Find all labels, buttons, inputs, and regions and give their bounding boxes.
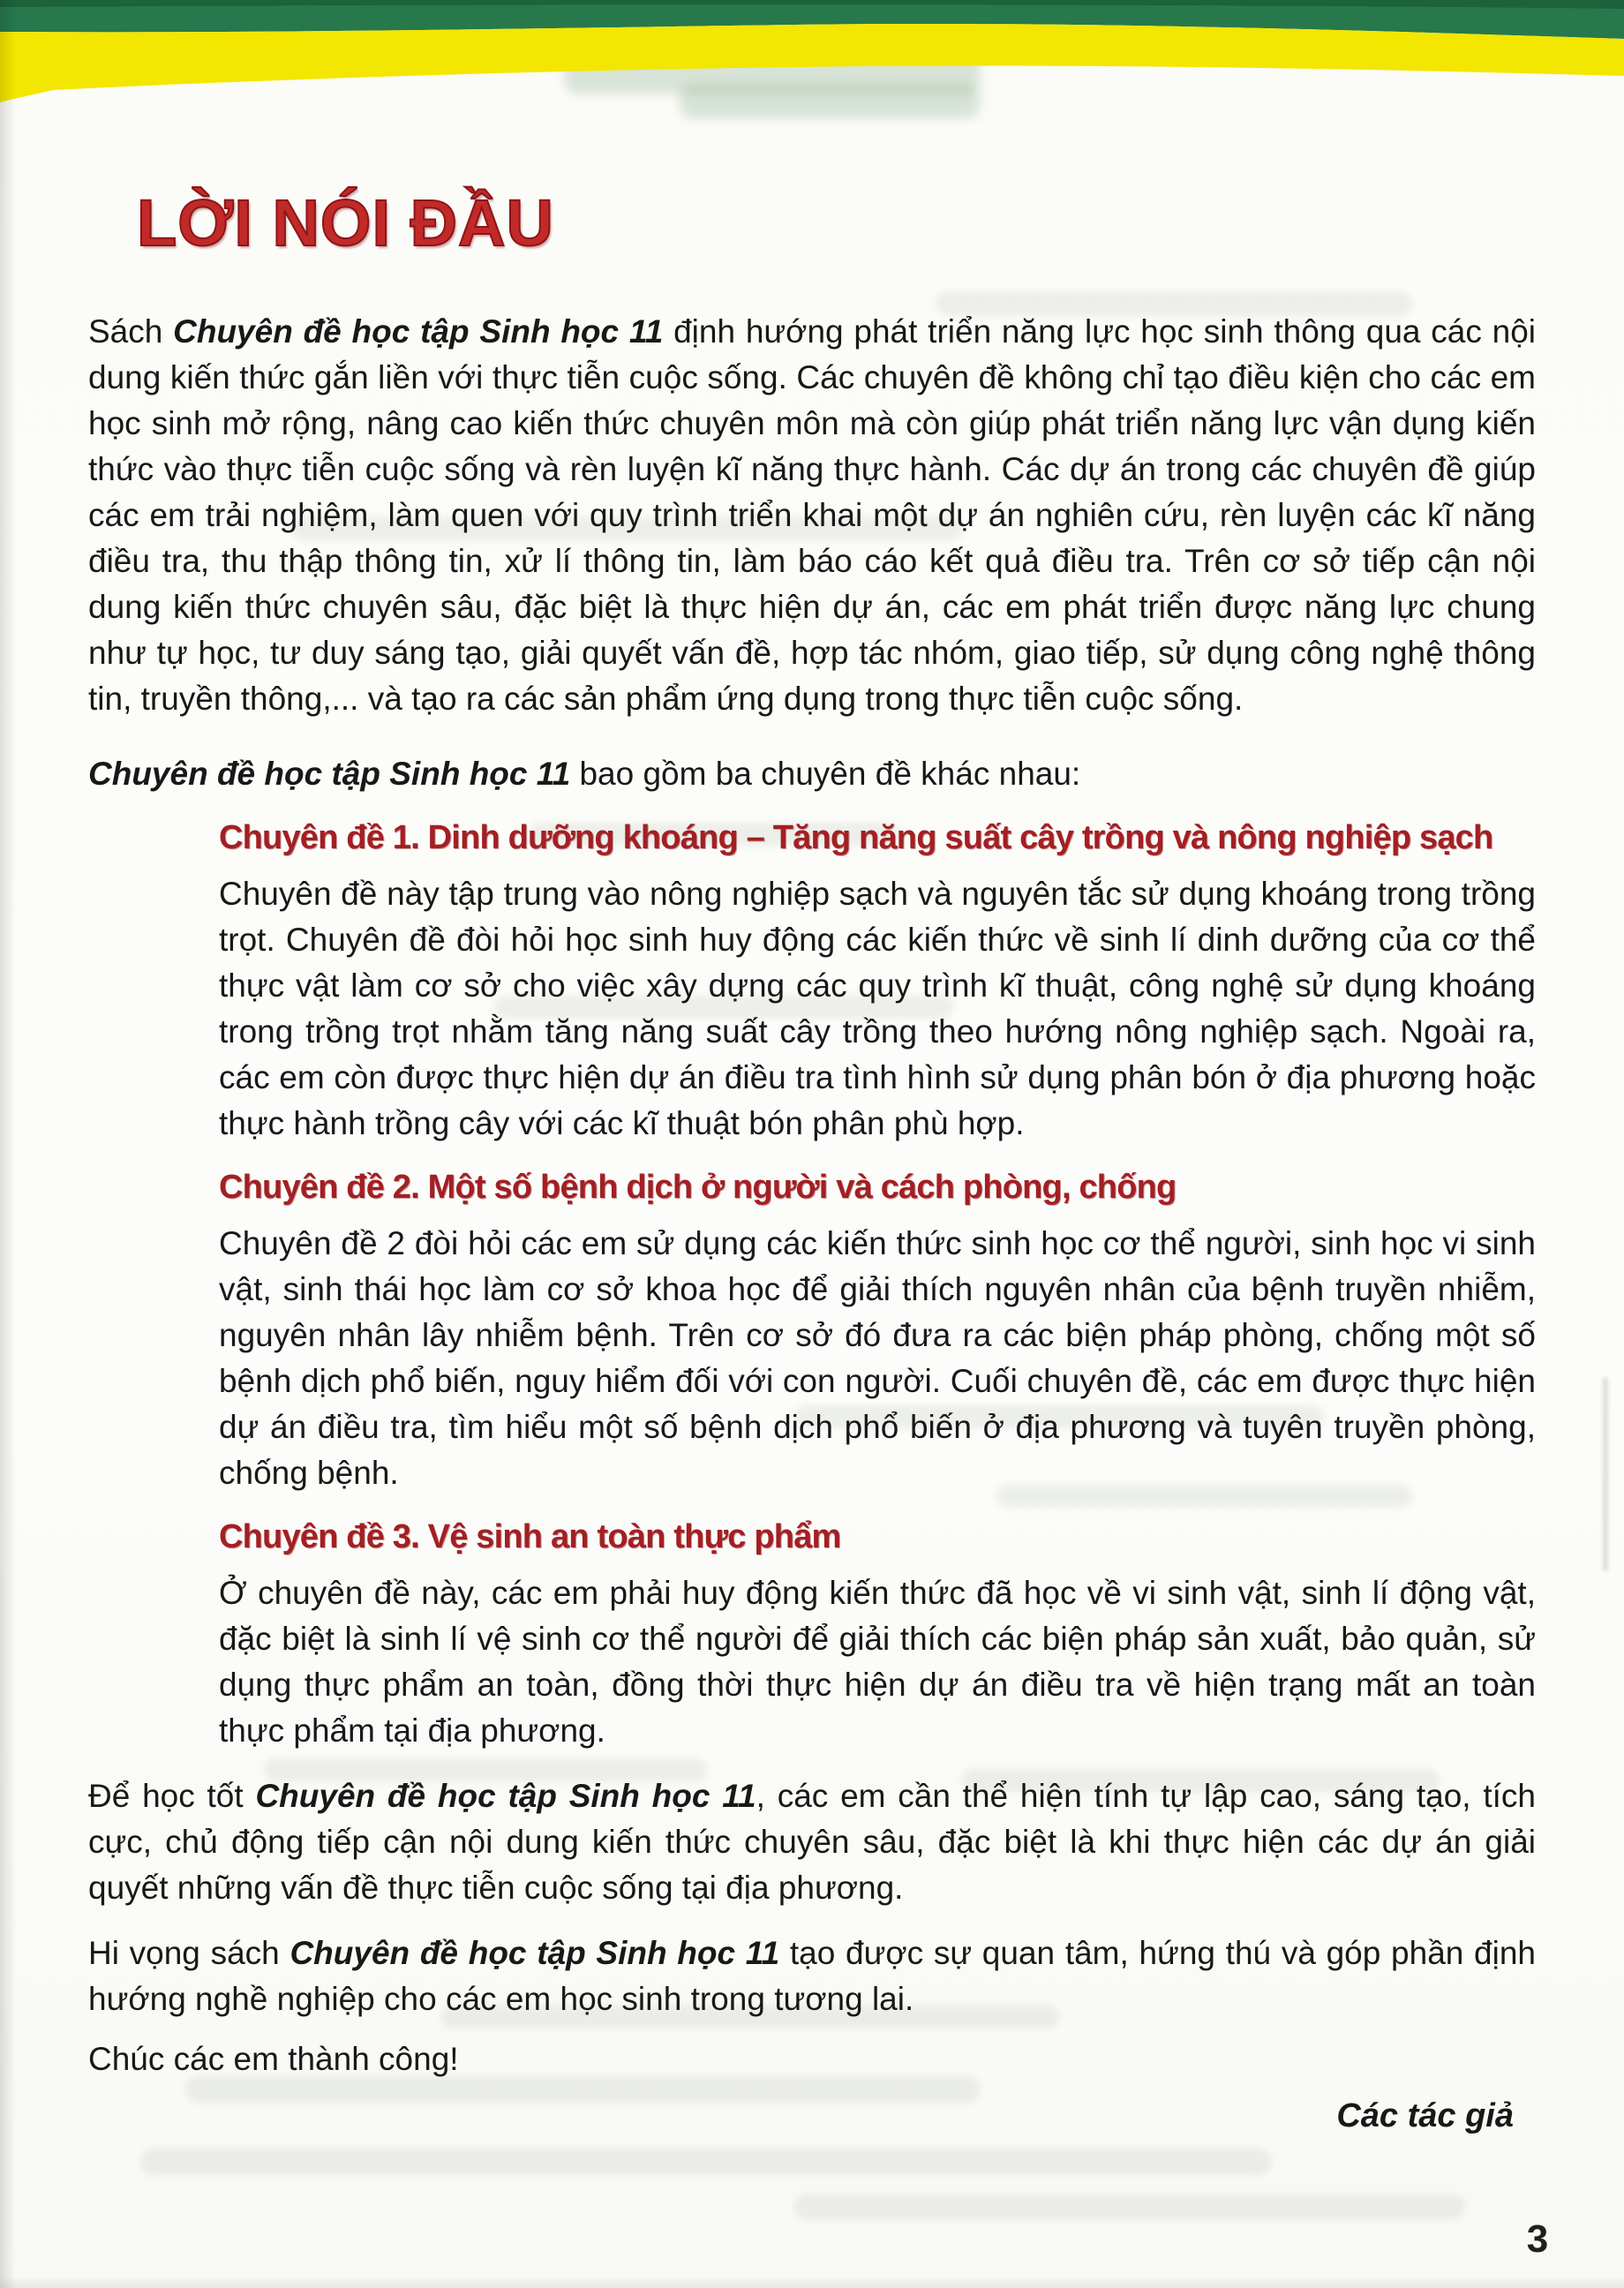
section-body-topic-3: Ở chuyên đề này, các em phải huy động kiến thức đã học về vi sinh vật, sinh lí động vật, đặc biệt là sinh lí vệ sinh cơ thể người để giải thích các biện pháp sản xuất, bảo quản, sử dụng thực phẩm an toàn, đồng thời thực hiện dự án điều tra về hiện trạng mất an toàn thực phẩm tại địa phương. bbox=[219, 1575, 1536, 1749]
intro-text-rest: định hướng phát triển năng lực học sinh thông qua các nội dung kiến thức gắn liền với thực tiễn cuộc sống. Các chuyên đề không chỉ tạo điều kiện cho các em học sinh mở rộng, nâng cao kiến thức chuyên môn mà còn giúp phát triển năng lực vận dụng kiến thức vào thực tiễn cuộc sống và rèn luyện kĩ năng thực hành. Các dự án trong các chuyên đề giúp các em trải nghiệm, làm quen với quy trình triển khai một dự án nghiên cứu, rèn luyện các kĩ năng điều tra, thu thập thông tin, xử lí thông tin, làm báo cáo kết quả điều tra. Trên cơ sở tiếp cận nội dung kiến thức chuyên sâu, đặc biệt là thực hiện dự án, các em phát triển được năng lực chung như tự học, tư duy sáng tạo, giải quyết vấn đề, hợp tác nhóm, giao tiếp, sử dụng công nghệ thông tin, truyền thông,... và tạo ra các sản phẩm ứng dụng trong thực tiễn cuộc sống. bbox=[88, 313, 1537, 717]
page-top-band bbox=[0, 0, 1624, 106]
bleed-through-artifact bbox=[141, 2149, 1271, 2175]
section-topic-3 bbox=[219, 1514, 1536, 1754]
book-title-inline: Chuyên đề học tập Sinh học 11 bbox=[289, 1935, 780, 1971]
bleed-through-artifact bbox=[794, 2194, 1465, 2219]
page-content bbox=[88, 181, 1536, 2139]
section-body-topic-2: Chuyên đề 2 đòi hỏi các em sử dụng các kiến thức sinh học cơ thể người, sinh học vi sinh vật, sinh thái học làm cơ sở khoa học để giải thích nguyên nhân của bệnh truyền nhiễm, nguyên nhân lây nhiễm bệnh. Trên cơ sở đó đưa ra các biện pháp phòng, chống một số bệnh dịch phổ biến, nguy hiểm đối với con người. Cuối chuyên đề, các em được thực hiện dự án điều tra, tìm hiểu một số bệnh dịch phổ biến ở địa phương và tuyên truyền phòng, chống bệnh. bbox=[219, 1225, 1536, 1491]
page-number: 3 bbox=[1526, 2217, 1549, 2261]
section-heading-topic-2: Chuyên đề 2. Một số bệnh dịch ở người và cách phòng, chống bbox=[219, 1169, 1177, 1206]
closing-paragraph-1 bbox=[88, 1773, 1536, 1911]
yellow-band-shape bbox=[0, 24, 1624, 102]
closing-2-prefix: Hi vọng sách bbox=[88, 1935, 290, 1971]
book-title-inline: Chuyên đề học tập Sinh học 11 bbox=[255, 1778, 756, 1814]
section-topic-1 bbox=[219, 815, 1536, 1147]
book-title-inline: Chuyên đề học tập Sinh học 11 bbox=[173, 313, 664, 350]
book-title-inline: Chuyên đề học tập Sinh học 11 bbox=[88, 756, 571, 792]
section-heading-topic-3: Chuyên đề 3. Vệ sinh an toàn thực phẩm bbox=[219, 1518, 841, 1555]
page-title: LỜI NÓI ĐẦU bbox=[137, 186, 554, 260]
section-body-topic-1: Chuyên đề này tập trung vào nông nghiệp sạch và nguyên tắc sử dụng khoáng trong trồng trọt. Chuyên đề đòi hỏi học sinh huy động các kiến thức về sinh lí dinh dưỡng của cơ thể thực vật làm cơ sở cho việc xây dựng các quy trình kĩ thuật, công nghệ sử dụng khoáng trong trồng trọt nhằm tăng năng suất cây trồng theo hướng nông nghiệp sạch. Ngoài ra, các em còn được thực hiện dự án điều tra tình hình sử dụng phân bón ở địa phương hoặc thực hành trồng cây với các kĩ thuật bón phân phù hợp. bbox=[219, 876, 1536, 1141]
closing-1-prefix: Để học tốt bbox=[88, 1778, 256, 1814]
intro-text-prefix: Sách bbox=[88, 313, 174, 350]
intro-paragraph bbox=[88, 309, 1536, 722]
closing-1-rest: , các em cần thể hiện tính tự lập cao, sáng tạo, tích cực, chủ động tiếp cận nội dung kiến thức chuyên sâu, đặc biệt là khi thực hiện các dự án giải quyết những vấn đề thực tiễn cuộc sống tại địa phương. bbox=[88, 1778, 1536, 1906]
authors-signature: Các tác giả bbox=[1336, 2097, 1514, 2134]
section-heading-topic-1: Chuyên đề 1. Dinh dưỡng khoáng – Tăng năng suất cây trồng và nông nghiệp sạch bbox=[219, 819, 1493, 856]
overview-text-rest: bao gồm ba chuyên đề khác nhau: bbox=[570, 756, 1081, 792]
overview-line bbox=[88, 751, 1536, 797]
bleed-through-artifact bbox=[1603, 1377, 1608, 1571]
section-topic-2 bbox=[219, 1164, 1536, 1496]
closing-paragraph-2 bbox=[88, 1930, 1536, 2022]
closing-2-rest: tạo được sự quan tâm, hứng thú và góp phần định hướng nghề nghiệp cho các em học sinh trong tương lai. bbox=[88, 1935, 1537, 2017]
closing-wish-line: Chúc các em thành công! bbox=[88, 2041, 459, 2077]
